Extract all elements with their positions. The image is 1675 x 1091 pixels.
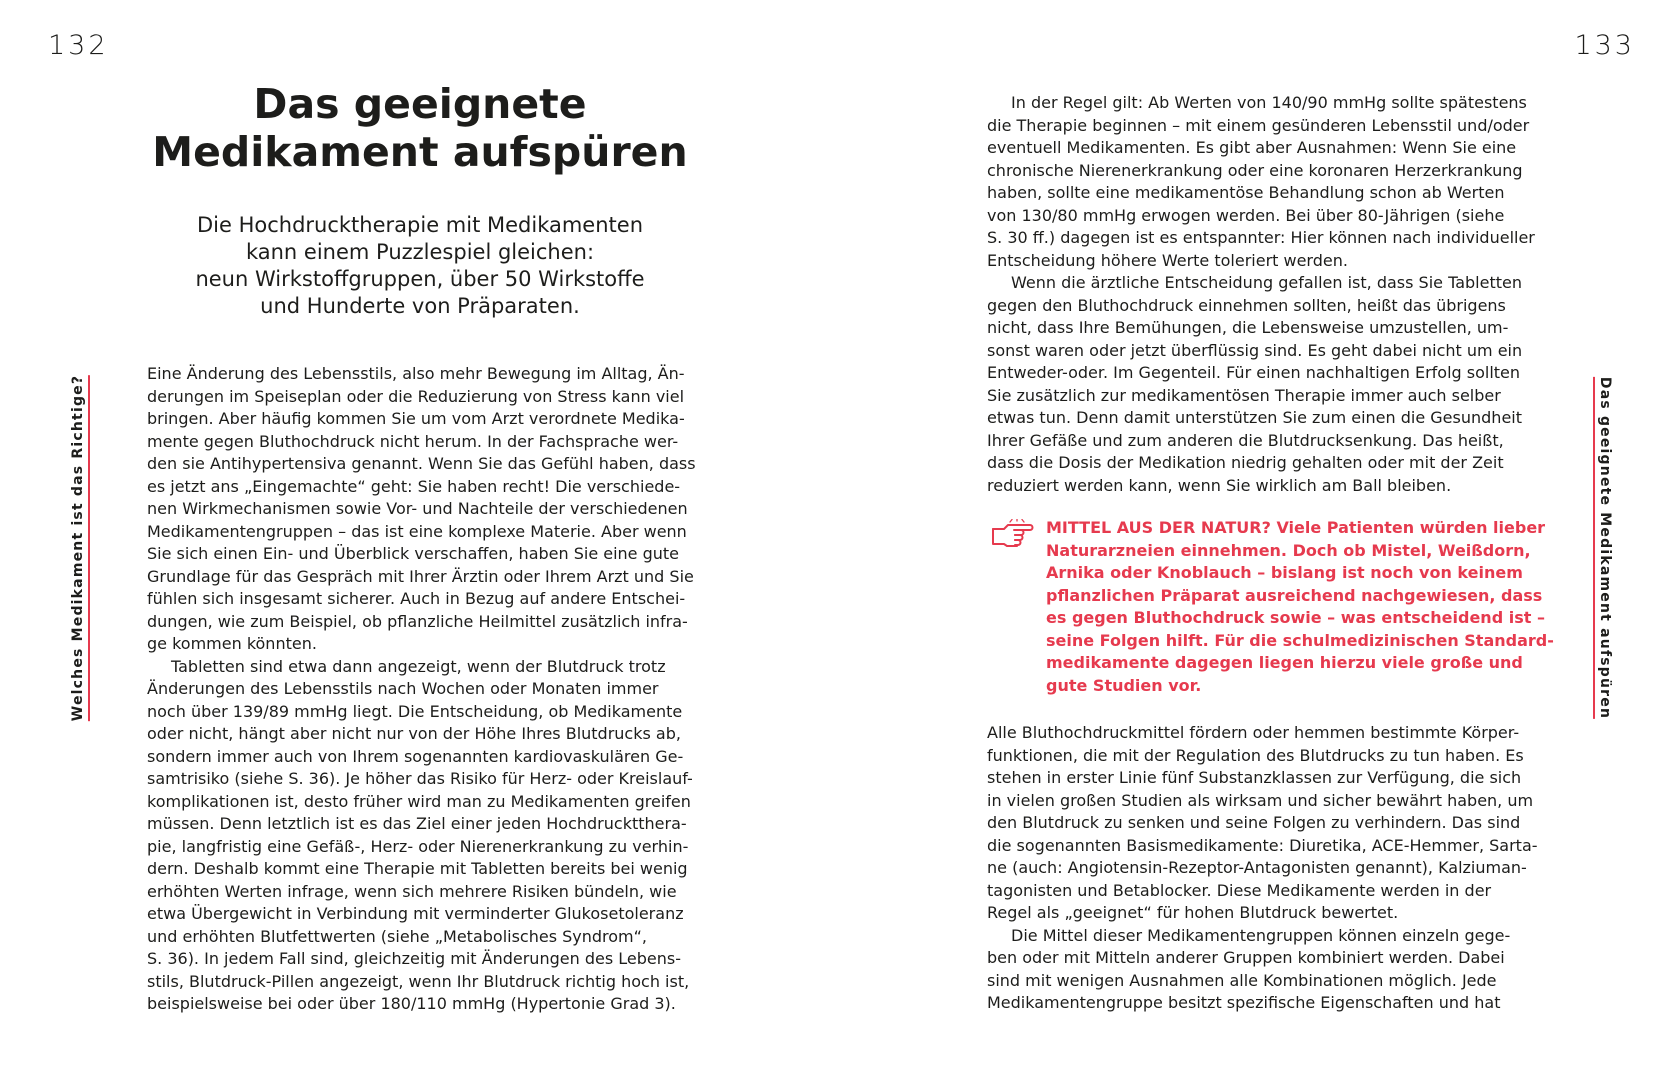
- tip-line: seine Folgen hilft. Für die schulmedizinischen Standard-: [1046, 630, 1554, 650]
- text-line: ge kommen könnten.: [147, 634, 317, 653]
- text-line: nen Wirkmechanismen sowie Vor- und Nachteile der verschiedenen: [147, 499, 688, 518]
- text-line: fühlen sich insgesamt sicherer. Auch in Bezug auf andere Entschei-: [147, 589, 686, 608]
- subtitle-line: und Hunderte von Präparaten.: [260, 294, 580, 318]
- subtitle-line: Die Hochdrucktherapie mit Medikamenten: [196, 213, 643, 237]
- text-line: es jetzt ans „Eingemachte“ geht: Sie haben recht! Die verschiede-: [147, 476, 681, 496]
- text-line: Tabletten sind etwa dann angezeigt, wenn der Blutdruck trotz: [171, 656, 666, 676]
- tip-line: es gegen Bluthochdruck sowie – was entscheidend ist –: [1046, 608, 1545, 627]
- text-line: pie, langfristig eine Gefäß-, Herz- oder Nierenerkrankung zu verhin-: [147, 836, 689, 856]
- text-line: stehen in erster Linie fünf Substanzklassen zur Verfügung, die sich: [987, 768, 1522, 787]
- left-body-text: [147, 363, 696, 1016]
- right-body-text-bottom: [987, 722, 1538, 1015]
- text-line: ben oder mit Mitteln anderer Gruppen kombiniert werden. Dabei: [987, 948, 1505, 967]
- text-line: Alle Bluthochdruckmittel fördern oder hemmen bestimmte Körper-: [987, 723, 1520, 742]
- tip-line: Arnika oder Knoblauch – bislang ist noch von keinem: [1046, 563, 1523, 582]
- text-line: gegen den Bluthochdruck einnehmen sollten, heißt das übrigens: [987, 295, 1506, 315]
- text-line: Entscheidung höhere Werte toleriert werden.: [987, 250, 1348, 270]
- tip-line: Naturarzneien einnehmen. Doch ob Mistel, Weißdorn,: [1046, 540, 1531, 560]
- text-line: Grundlage für das Gespräch mit Ihrer Ärztin oder Ihrem Arzt und Sie: [147, 566, 694, 586]
- subtitle-line: neun Wirkstoffgruppen, über 50 Wirkstoffe: [195, 267, 645, 291]
- text-line: den Blutdruck zu senken und seine Folgen zu verhindern. Das sind: [987, 813, 1521, 832]
- text-line: dass die Dosis der Medikation niedrig gehalten oder mit der Zeit: [987, 453, 1504, 472]
- text-line: erhöhten Werten infrage, wenn sich mehrere Risiken bündeln, wie: [147, 881, 677, 901]
- text-line: S. 30 ff.) dagegen ist es entspannter: Hier können nach individueller: [987, 228, 1535, 247]
- tip-line: medikamente dagegen liegen hierzu viele große und: [1046, 653, 1523, 672]
- tip-line: gute Studien vor.: [1046, 675, 1202, 695]
- subtitle-line: kann einem Puzzlespiel gleichen:: [245, 240, 595, 264]
- tip-line: MITTEL AUS DER NATUR? Viele Patienten würden lieber: [1046, 518, 1546, 537]
- pointing-hand-icon: [990, 519, 1036, 549]
- text-line: funktionen, die mit der Regulation des Blutdrucks zu tun haben. Es: [987, 745, 1524, 765]
- text-line: bringen. Aber häufig kommen Sie um vom Arzt verordnete Medika-: [147, 409, 685, 428]
- text-line: tagonisten und Betablocker. Diese Medikamente werden in der: [987, 880, 1492, 900]
- text-line: sonst waren oder jetzt überflüssig sind. Es geht dabei nicht um ein: [987, 340, 1523, 360]
- page-number-right: 133: [1574, 30, 1635, 61]
- text-line: müssen. Denn letztlich ist es das Ziel einer jeden Hochdrucktthera-: [147, 814, 687, 833]
- side-tab-right: Das geeignete Medikament aufspüren: [1593, 377, 1613, 719]
- chapter-title-line: Das geeignete: [253, 80, 587, 128]
- text-line: die sogenannten Basismedikamente: Diuretika, ACE-Hemmer, Sarta-: [987, 835, 1538, 855]
- tip-line: pflanzlichen Präparat ausreichend nachgewiesen, dass: [1046, 585, 1543, 605]
- chapter-title: [140, 80, 700, 176]
- text-line: sind mit wenigen Ausnahmen alle Kombinationen möglich. Jede: [987, 970, 1497, 990]
- text-line: In der Regel gilt: Ab Werten von 140/90 mmHg sollte spätestens: [1011, 93, 1527, 112]
- text-line: Änderungen des Lebensstils nach Wochen oder Monaten immer: [147, 679, 659, 698]
- text-line: mente gegen Bluthochdruck nicht herum. In der Fachsprache wer-: [147, 431, 679, 451]
- text-line: Sie zusätzlich zur medikamentösen Therapie immer auch selber: [987, 385, 1501, 405]
- text-line: dern. Deshalb kommt eine Therapie mit Tabletten bereits bei wenig: [147, 859, 688, 878]
- text-line: von 130/80 mmHg erwogen werden. Bei über 80-Jährigen (siehe: [987, 205, 1505, 225]
- chapter-title-line: Medikament aufspüren: [152, 128, 688, 176]
- page-number-left: 132: [48, 30, 109, 61]
- text-line: noch über 139/89 mmHg liegt. Die Entscheidung, ob Medikamente: [147, 701, 683, 721]
- text-line: ne (auch: Angiotensin-Rezeptor-Antagonisten genannt), Kalziuman-: [987, 858, 1527, 877]
- text-line: sondern immer auch von Ihrem sogenannten kardiovaskulären Ge-: [147, 746, 684, 766]
- text-line: Ihrer Gefäße und zum anderen die Blutdrucksenkung. Das heißt,: [987, 430, 1504, 450]
- text-line: komplikationen ist, desto früher wird man zu Medikamenten greifen: [147, 791, 691, 811]
- text-line: Eine Änderung des Lebensstils, also mehr Bewegung im Alltag, Än-: [147, 364, 685, 383]
- text-line: Die Mittel dieser Medikamentengruppen können einzeln gege-: [1011, 925, 1511, 945]
- text-line: den sie Antihypertensiva genannt. Wenn Sie das Gefühl haben, dass: [147, 454, 696, 473]
- text-line: haben, sollte eine medikamentöse Behandlung schon ab Werten: [987, 183, 1505, 202]
- text-line: die Therapie beginnen – mit einem gesünderen Lebensstil und/oder: [987, 115, 1530, 135]
- side-tab-left: Welches Medikament ist das Richtige?: [70, 375, 90, 721]
- text-line: beispielsweise bei oder über 180/110 mmHg (Hypertonie Grad 3).: [147, 994, 676, 1013]
- text-line: Medikamentengruppe besitzt spezifische Eigenschaften und hat: [987, 993, 1501, 1012]
- text-line: dungen, wie zum Beispiel, ob pflanzliche Heilmittel zusätzlich infra-: [147, 611, 688, 631]
- right-body-text-top: [987, 92, 1535, 497]
- text-line: samtrisiko (siehe S. 36). Je höher das Risiko für Herz- oder Kreislauf-: [147, 769, 693, 788]
- chapter-subtitle: [140, 212, 700, 320]
- text-line: reduziert werden kann, wenn Sie wirklich am Ball bleiben.: [987, 475, 1452, 495]
- text-line: Sie sich einen Ein- und Überblick verschaffen, haben Sie eine gute: [147, 544, 680, 563]
- text-line: Medikamentengruppen – das ist eine komplexe Materie. Aber wenn: [147, 521, 687, 541]
- text-line: etwa Übergewicht in Verbindung mit verminderter Glukosetoleranz: [147, 904, 684, 923]
- text-line: eventuell Medikamenten. Es gibt aber Ausnahmen: Wenn Sie eine: [987, 138, 1517, 157]
- text-line: Entweder-oder. Im Gegenteil. Für einen nachhaltigen Erfolg sollten: [987, 363, 1521, 382]
- text-line: nicht, dass Ihre Bemühungen, die Lebensweise umzustellen, um-: [987, 318, 1509, 337]
- text-line: stils, Blutdruck-Pillen angezeigt, wenn Ihr Blutdruck richtig hoch ist,: [147, 971, 690, 991]
- text-line: etwas tun. Denn damit unterstützen Sie zum einen die Gesundheit: [987, 408, 1522, 427]
- text-line: derungen im Speiseplan oder die Reduzierung von Stress kann viel: [147, 386, 685, 406]
- text-line: oder nicht, hängt aber nicht nur von der Höhe Ihres Blutdrucks ab,: [147, 724, 681, 743]
- text-line: chronische Nierenerkrankung oder eine koronaren Herzerkrankung: [987, 160, 1523, 180]
- text-line: Wenn die ärztliche Entscheidung gefallen ist, dass Sie Tabletten: [1011, 273, 1522, 292]
- text-line: in vielen großen Studien als wirksam und sicher bewährt haben, um: [987, 790, 1534, 810]
- text-line: Regel als „geeignet“ für hohen Blutdruck bewertet.: [987, 903, 1399, 922]
- text-line: und erhöhten Blutfettwerten (siehe „Metabolisches Syndrom“,: [147, 926, 648, 946]
- text-line: S. 36). In jedem Fall sind, gleichzeitig mit Änderungen des Lebens-: [147, 949, 681, 968]
- tip-text: [1046, 517, 1554, 697]
